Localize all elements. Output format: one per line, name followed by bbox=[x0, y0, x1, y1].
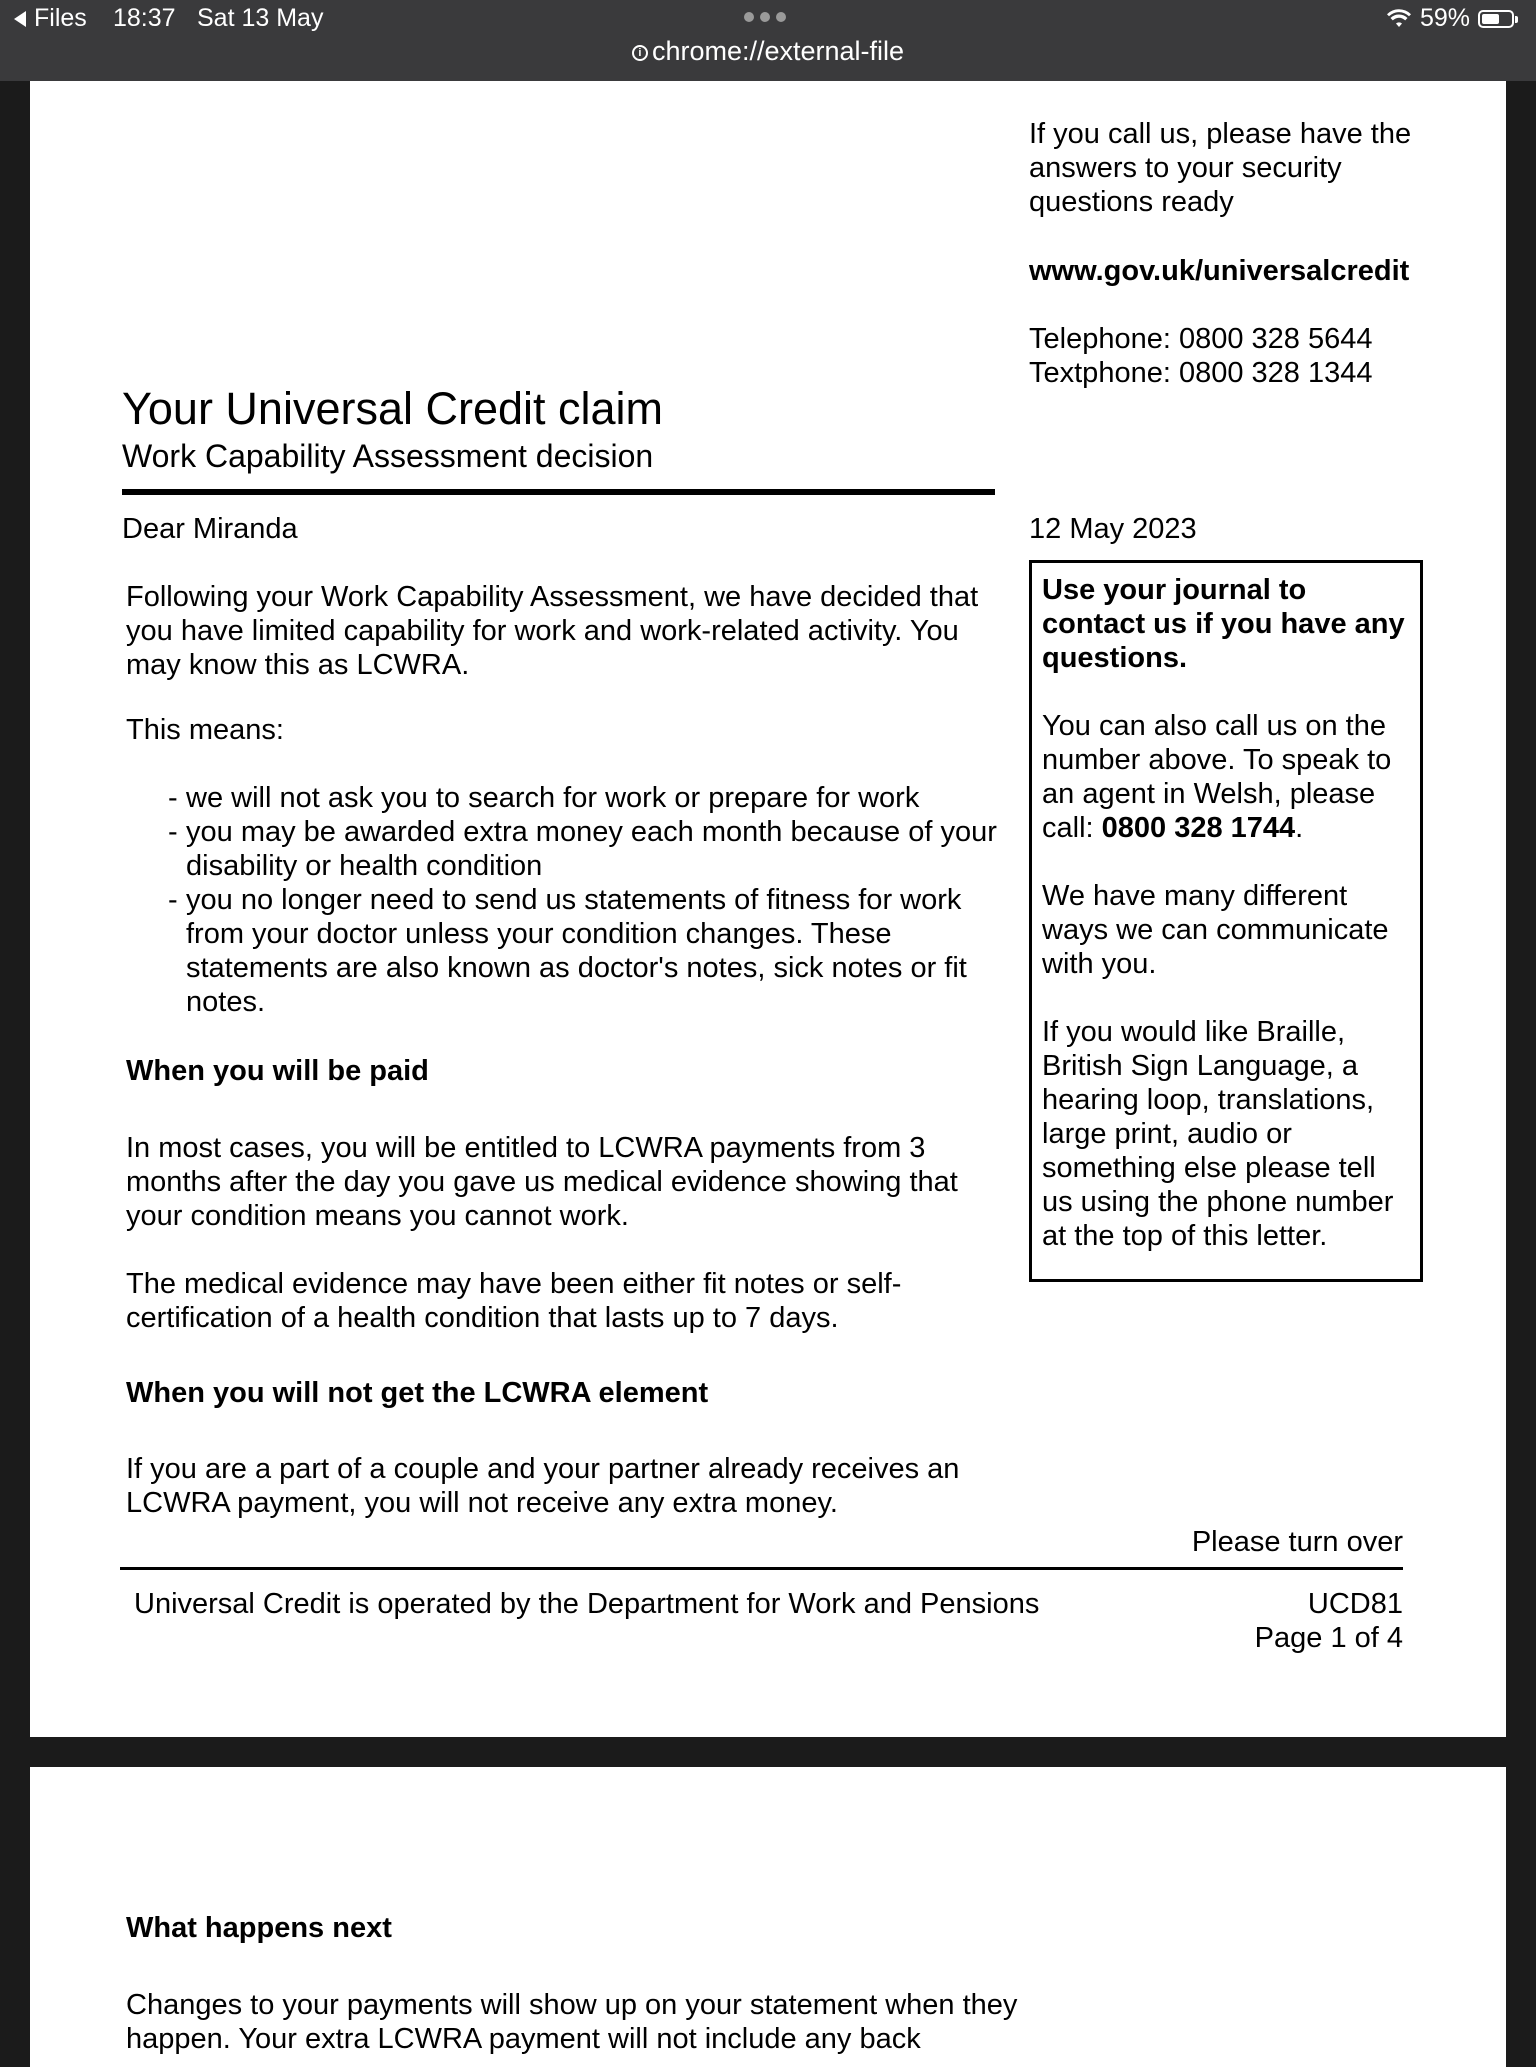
url-text: chrome://external-file bbox=[651, 36, 905, 66]
what-happens-next-heading: What happens next bbox=[126, 1912, 392, 1944]
letter-title: Your Universal Credit claim bbox=[122, 383, 664, 434]
battery-percentage: 59% bbox=[1419, 4, 1470, 32]
contact-info-box bbox=[1029, 560, 1423, 1282]
status-time: 18:37 bbox=[113, 4, 176, 32]
website-link[interactable]: www.gov.uk/universalcredit bbox=[1029, 255, 1410, 287]
wifi-icon bbox=[1386, 9, 1412, 29]
greeting: Dear Miranda bbox=[122, 513, 298, 545]
paid-heading: When you will be paid bbox=[126, 1055, 429, 1087]
paid-paragraph-2: The medical evidence may have been either fit notes or self-certification of a health condition that lasts up to 7 days. bbox=[126, 1268, 902, 1334]
list-item: - you may be awarded extra money each month because of your disability or health condition bbox=[168, 815, 1006, 883]
letter-date: 12 May 2023 bbox=[1029, 513, 1197, 545]
footer-department: Universal Credit is operated by the Department for Work and Pensions bbox=[134, 1588, 1040, 1620]
means-label: This means: bbox=[126, 714, 284, 746]
telephone-number: Telephone: 0800 328 5644 bbox=[1029, 323, 1373, 355]
welsh-phone-number: 0800 328 1744 bbox=[1101, 812, 1296, 844]
battery-icon bbox=[1478, 10, 1514, 28]
list-item: - you no longer need to send us statements of fitness for work from your doctor unless your condition changes. These statements are also known as doctor's notes, sick notes or fit notes. bbox=[168, 883, 1006, 1019]
contact-intro: If you call us, please have the answers to your security questions ready bbox=[1029, 118, 1412, 218]
not-get-heading: When you will not get the LCWRA element bbox=[126, 1377, 709, 1409]
footer-code: UCD81 bbox=[1307, 1588, 1403, 1620]
back-arrow-icon bbox=[14, 11, 26, 27]
sidebox-formats: If you would like Braille, British Sign Language, a hearing loop, translations, large print, audio or something else please tell us using the phone number at the top of this letter. bbox=[1042, 1016, 1394, 1252]
status-bar bbox=[0, 0, 1536, 81]
back-to-files-button[interactable] bbox=[14, 4, 87, 33]
turn-over-note: Please turn over bbox=[1191, 1526, 1403, 1558]
what-happens-next-paragraph: Changes to your payments will show up on your statement when they happen. Your extra LCWRA payment will not include any back bbox=[126, 1989, 1018, 2055]
not-get-paragraph: If you are a part of a couple and your partner already receives an LCWRA payment, you will not receive any extra money. bbox=[126, 1453, 960, 1519]
sidebox-call-text: You can also call us on the number above. To speak to an agent in Welsh, please call: 0800 328 1744. bbox=[1042, 710, 1392, 844]
info-icon: i bbox=[632, 45, 648, 61]
document-page-1 bbox=[30, 81, 1506, 1737]
intro-paragraph: Following your Work Capability Assessment, we have decided that you have limited capability for work and work-related activity. You may know this as LCWRA. bbox=[126, 581, 979, 681]
textphone-number: Textphone: 0800 328 1344 bbox=[1029, 357, 1373, 389]
means-list bbox=[168, 781, 1006, 1019]
footer-divider bbox=[120, 1567, 1403, 1570]
back-label: Files bbox=[34, 4, 87, 32]
title-divider bbox=[122, 489, 995, 495]
sidebox-heading: Use your journal to contact us if you have any questions. bbox=[1042, 574, 1405, 674]
multitasking-dots-icon[interactable] bbox=[744, 12, 786, 22]
footer-page-number: Page 1 of 4 bbox=[1254, 1622, 1403, 1654]
paid-paragraph-1: In most cases, you will be entitled to LCWRA payments from 3 months after the day you gave us medical evidence showing that your condition means you cannot work. bbox=[126, 1132, 958, 1232]
letter-subtitle: Work Capability Assessment decision bbox=[122, 438, 654, 474]
status-date: Sat 13 May bbox=[197, 4, 324, 32]
list-item: - we will not ask you to search for work or prepare for work bbox=[168, 781, 1006, 815]
status-right bbox=[1386, 4, 1514, 33]
url-bar[interactable] bbox=[0, 36, 1536, 67]
document-page-2 bbox=[30, 1767, 1506, 2067]
sidebox-communicate: We have many different ways we can communicate with you. bbox=[1042, 880, 1389, 980]
